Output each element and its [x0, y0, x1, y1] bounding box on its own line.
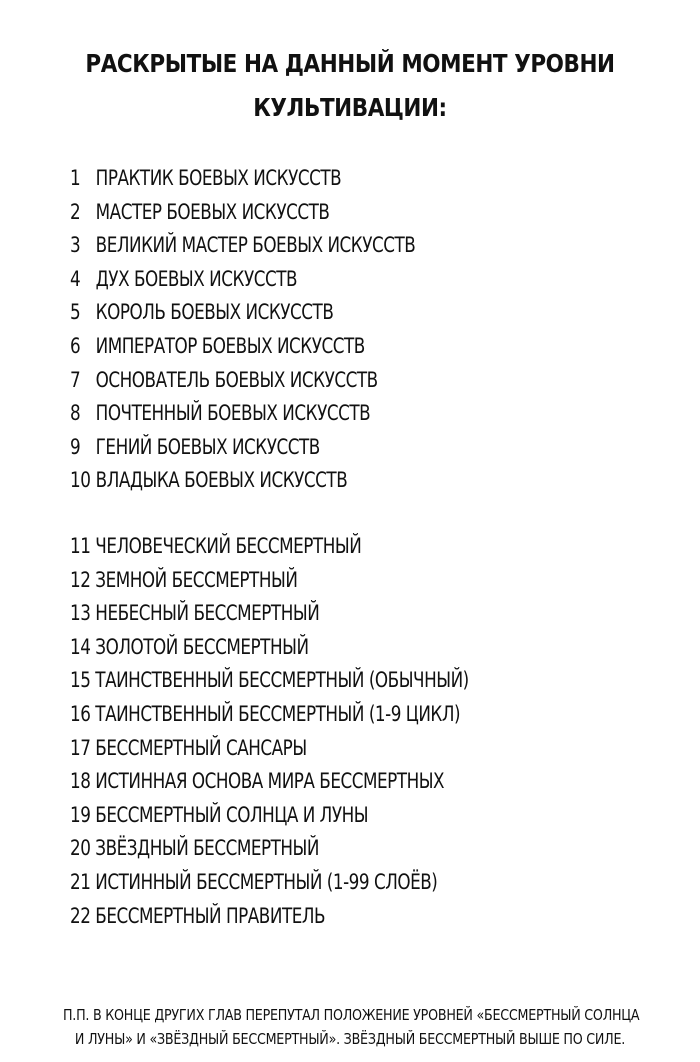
level-number: 19 — [70, 802, 91, 827]
list-item — [70, 263, 415, 297]
list-item — [70, 464, 415, 498]
page-title — [49, 42, 651, 130]
level-label: ЗВЁЗДНЫЙ БЕССМЕРТНЫЙ — [95, 836, 319, 861]
level-number: 1 — [70, 166, 81, 190]
level-number: 15 — [70, 668, 91, 693]
list-item — [70, 799, 469, 833]
list-item — [70, 229, 415, 263]
list-item — [70, 597, 469, 631]
level-label: ЧЕЛОВЕЧЕСКИЙ БЕССМЕРТНЫЙ — [95, 534, 362, 558]
level-label: ВЕЛИКИЙ МАСТЕР БОЕВЫХ ИСКУССТВ — [95, 233, 416, 258]
list-item — [70, 866, 469, 900]
list-item — [70, 698, 469, 732]
levels-list-immortal — [70, 530, 568, 933]
level-label: НЕБЕСНЫЙ БЕССМЕРТНЫЙ — [95, 601, 320, 626]
level-label: ДУХ БОЕВЫХ ИСКУССТВ — [95, 266, 298, 291]
level-number: 10 — [70, 468, 91, 493]
list-item — [70, 765, 469, 799]
level-label: ПОЧТЕННЫЙ БОЕВЫХ ИСКУССТВ — [95, 401, 371, 426]
level-label: МАСТЕР БОЕВЫХ ИСКУССТВ — [95, 199, 330, 224]
list-item — [70, 162, 415, 196]
level-number: 16 — [70, 701, 91, 726]
list-item — [70, 364, 415, 398]
level-label: ИСТИННАЯ ОСНОВА МИРА БЕССМЕРТНЫХ — [95, 769, 445, 794]
list-item — [70, 296, 415, 330]
level-number: 2 — [70, 199, 81, 224]
level-label: КОРОЛЬ БОЕВЫХ ИСКУССТВ — [95, 300, 334, 325]
level-number: 7 — [70, 367, 81, 392]
list-item — [70, 900, 469, 934]
translator-note-line-2: И ЛУНЫ» И «ЗВЁЗДНЫЙ БЕССМЕРТНЫЙ». ЗВЁЗДНЫЙ БЕССМЕРТНЫЙ ВЫШЕ ПО СИЛЕ. — [74, 1030, 626, 1048]
level-label: ВЛАДЫКА БОЕВЫХ ИСКУССТВ — [95, 468, 348, 493]
level-label: ИМПЕРАТОР БОЕВЫХ ИСКУССТВ — [95, 333, 365, 358]
level-number: 4 — [70, 266, 81, 291]
level-label: БЕССМЕРТНЫЙ СОЛНЦА И ЛУНЫ — [95, 802, 369, 827]
list-item — [70, 530, 469, 564]
level-number: 18 — [70, 769, 91, 794]
list-item — [70, 564, 469, 598]
level-number: 13 — [70, 601, 91, 626]
level-label: ТАИНСТВЕННЫЙ БЕССМЕРТНЫЙ (ОБЫЧНЫЙ) — [95, 668, 469, 693]
level-number: 14 — [70, 634, 91, 659]
list-item — [70, 330, 415, 364]
level-number: 12 — [70, 567, 91, 592]
level-label: ГЕНИЙ БОЕВЫХ ИСКУССТВ — [95, 434, 320, 459]
list-item — [70, 431, 415, 465]
level-label: ПРАКТИК БОЕВЫХ ИСКУССТВ — [95, 166, 342, 190]
level-number: 17 — [70, 735, 91, 760]
level-number: 3 — [70, 233, 81, 258]
level-label: ИСТИННЫЙ БЕССМЕРТНЫЙ (1-99 СЛОЁВ) — [95, 869, 438, 894]
list-item — [70, 397, 415, 431]
list-item — [70, 664, 469, 698]
level-label: БЕССМЕРТНЫЙ САНСАРЫ — [95, 735, 307, 760]
levels-list-martial — [70, 162, 502, 498]
page-title-line-1: РАСКРЫТЫЕ НА ДАННЫЙ МОМЕНТ УРОВНИ — [85, 49, 615, 78]
list-item — [70, 631, 469, 665]
level-label: ЗОЛОТОЙ БЕССМЕРТНЫЙ — [95, 634, 309, 659]
level-number: 22 — [70, 903, 91, 928]
level-label: ЗЕМНОЙ БЕССМЕРТНЫЙ — [95, 567, 298, 592]
translator-note-line-1: П.П. В КОНЦЕ ДРУГИХ ГЛАВ ПЕРЕПУТАЛ ПОЛОЖЕНИЕ УРОВНЕЙ «БЕССМЕРТНЫЙ СОЛНЦА — [63, 1006, 640, 1024]
translator-note — [63, 1003, 640, 1051]
level-number: 6 — [70, 333, 81, 358]
level-number: 8 — [70, 401, 81, 426]
level-number: 5 — [70, 300, 81, 325]
level-label: БЕССМЕРТНЫЙ ПРАВИТЕЛЬ — [95, 903, 326, 928]
list-item — [70, 832, 469, 866]
level-number: 9 — [70, 434, 81, 459]
page-title-line-2: КУЛЬТИВАЦИИ: — [253, 93, 447, 122]
level-label: ОСНОВАТЕЛЬ БОЕВЫХ ИСКУССТВ — [95, 367, 378, 392]
level-number: 11 — [70, 534, 91, 558]
level-label: ТАИНСТВЕННЫЙ БЕССМЕРТНЫЙ (1-9 ЦИКЛ) — [95, 701, 461, 726]
level-number: 20 — [70, 836, 91, 861]
list-item — [70, 196, 415, 230]
list-item — [70, 732, 469, 766]
level-number: 21 — [70, 869, 91, 894]
